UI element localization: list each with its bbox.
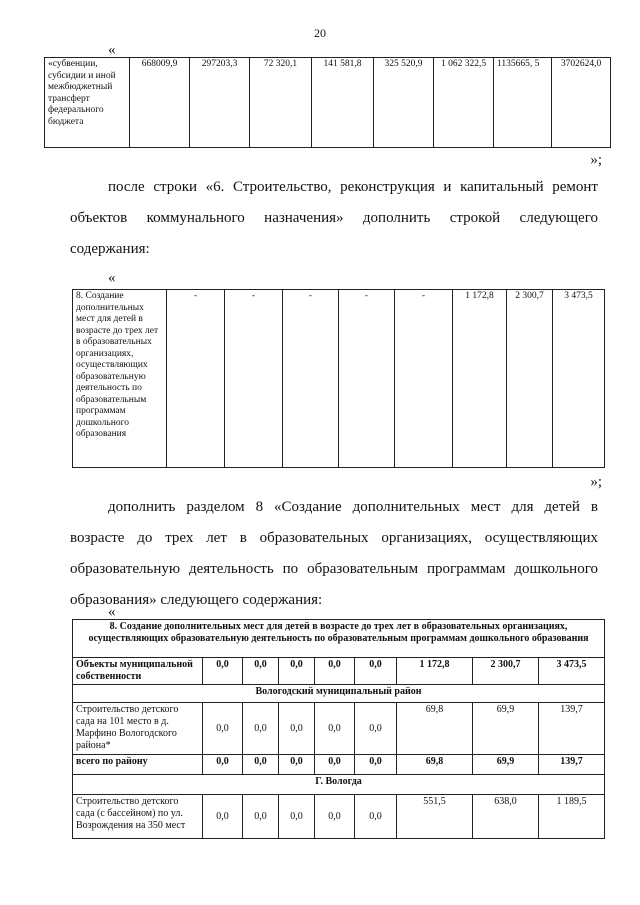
cell-value: 668009,9 xyxy=(130,58,190,148)
cell-value: - xyxy=(167,290,225,468)
cell-value: 297203,3 xyxy=(190,58,250,148)
cell-value: 69,9 xyxy=(473,755,539,775)
cell-value: - xyxy=(283,290,339,468)
cell-value: 1 172,8 xyxy=(397,658,473,685)
cell-value: 0,0 xyxy=(279,703,315,755)
cell-value: 0,0 xyxy=(243,703,279,755)
cell-value: 69,8 xyxy=(397,703,473,755)
row-label: 8. Создание дополнительных мест для детей в возрасте до трех лет в образовательных организациях, осуществляющих образовательную деятельность по образовательным программам дошкольного образования xyxy=(73,290,167,468)
cell-value: 0,0 xyxy=(203,703,243,755)
cell-value: 325 520,9 xyxy=(374,58,434,148)
cell-value: 0,0 xyxy=(243,795,279,839)
cell-value: 0,0 xyxy=(355,795,397,839)
cell-value: 0,0 xyxy=(279,755,315,775)
cell-value: 3702624,0 xyxy=(552,58,611,148)
row-label: Объекты муниципальной собственности xyxy=(73,658,203,685)
cell-value: 0,0 xyxy=(203,755,243,775)
paragraph-add-section: дополнить разделом 8 «Создание дополнительных мест для детей в возрасте до трех лет в образовательных организациях, осуществляющих образовательную деятельность по образовательным программам дошкольного образования» следующего содержания: xyxy=(70,499,598,608)
cell-value: 0,0 xyxy=(315,703,355,755)
cell-value: - xyxy=(339,290,395,468)
paragraph-insert-row: после строки «6. Строительство, реконструкция и капитальный ремонт объектов коммунального назначения» дополнить строкой следующего содержания: xyxy=(70,179,598,257)
cell-value: 0,0 xyxy=(243,658,279,685)
open-quote: « xyxy=(108,42,116,58)
cell-value: 551,5 xyxy=(397,795,473,839)
row-label: Строительство детского сада на 101 место в д. Марфино Вологодского района* xyxy=(73,703,203,755)
cell-value: 0,0 xyxy=(243,755,279,775)
cell-value: 0,0 xyxy=(315,658,355,685)
cell-value: 1 172,8 xyxy=(453,290,507,468)
close-quote: »; xyxy=(590,152,602,168)
close-quote: »; xyxy=(590,474,602,490)
row-label: «субвенции, субсидии и иной межбюджетный трансферт федерального бюджета xyxy=(45,58,130,148)
cell-value: 139,7 xyxy=(539,703,605,755)
district-header: Г. Вологда xyxy=(73,775,605,795)
cell-value: 638,0 xyxy=(473,795,539,839)
cell-value: - xyxy=(225,290,283,468)
table-new-row xyxy=(72,289,605,468)
cell-value: 72 320,1 xyxy=(250,58,312,148)
cell-value: - xyxy=(395,290,453,468)
open-quote: « xyxy=(108,604,116,620)
open-quote: « xyxy=(108,270,116,286)
cell-value: 69,8 xyxy=(397,755,473,775)
table-budget-transfers xyxy=(44,57,611,148)
cell-value: 3 473,5 xyxy=(553,290,605,468)
cell-value: 0,0 xyxy=(355,755,397,775)
cell-value: 139,7 xyxy=(539,755,605,775)
cell-value: 0,0 xyxy=(279,795,315,839)
section-header: 8. Создание дополнительных мест для детей в возрасте до трех лет в образовательных организациях, осуществляющих образовательную деятельность по образовательным программам дошкольного образования xyxy=(73,620,605,658)
cell-value: 3 473,5 xyxy=(539,658,605,685)
cell-value: 0,0 xyxy=(315,795,355,839)
cell-value: 141 581,8 xyxy=(312,58,374,148)
district-header: Вологодский муниципальный район xyxy=(73,685,605,703)
page-number: 20 xyxy=(314,26,326,40)
cell-value: 0,0 xyxy=(203,658,243,685)
cell-value: 69,9 xyxy=(473,703,539,755)
cell-value: 1135665, 5 xyxy=(494,58,552,148)
cell-value: 0,0 xyxy=(279,658,315,685)
cell-value: 1 062 322,5 xyxy=(434,58,494,148)
cell-value: 0,0 xyxy=(315,755,355,775)
cell-value: 0,0 xyxy=(355,658,397,685)
cell-value: 0,0 xyxy=(355,703,397,755)
row-label: Строительство детского сада (с бассейном) по ул. Возрождения на 350 мест xyxy=(73,795,203,839)
cell-value: 2 300,7 xyxy=(473,658,539,685)
row-label: всего по району xyxy=(73,755,203,775)
cell-value: 1 189,5 xyxy=(539,795,605,839)
cell-value: 0,0 xyxy=(203,795,243,839)
cell-value: 2 300,7 xyxy=(507,290,553,468)
table-section-8 xyxy=(72,619,605,839)
